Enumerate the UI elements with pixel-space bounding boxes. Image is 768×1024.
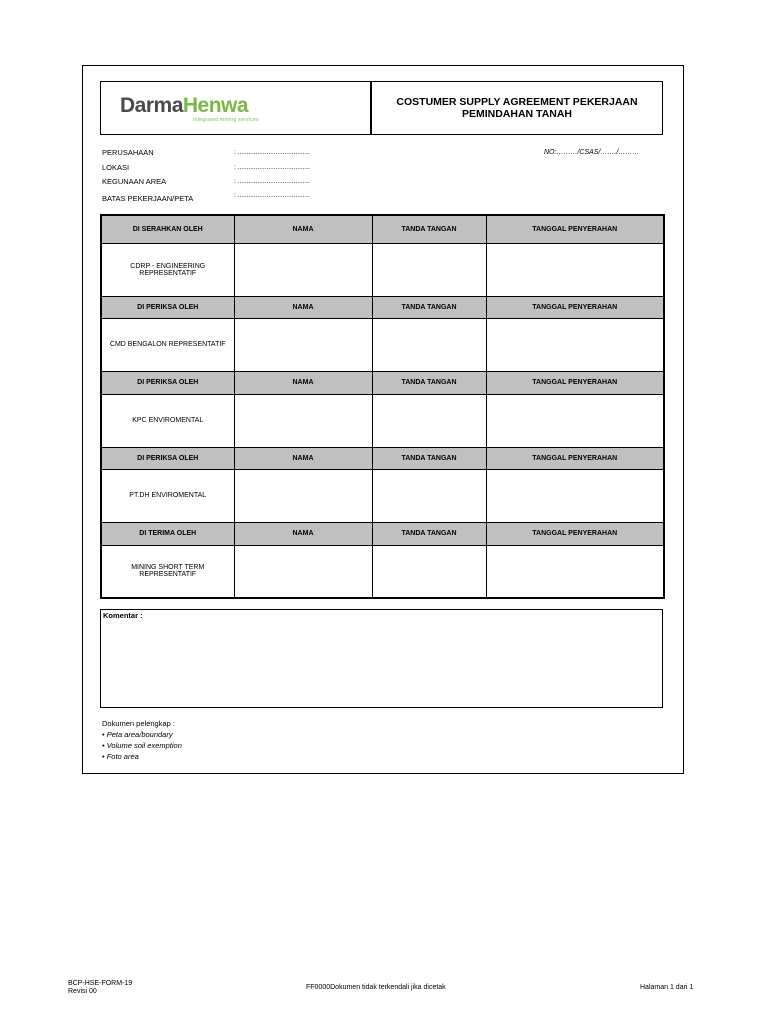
- field-value-kegunaan-area[interactable]: : ........................................: [234, 178, 310, 185]
- attachments-title: Dokumen pelengkap :: [102, 719, 175, 728]
- column-tanda-tangan: TANDA TANGAN: [372, 447, 486, 469]
- party-name: MINING SHORT TERM REPRESENTATIF: [101, 545, 234, 598]
- section-body-row: [101, 243, 664, 296]
- signature-cell[interactable]: [372, 243, 486, 296]
- column-tanggal-penyerahan: TANGGAL PENYERAHAN: [486, 296, 664, 318]
- signature-cell[interactable]: [372, 394, 486, 447]
- footer-form-code: [68, 980, 132, 996]
- form-code: BCP-HSE-FORM-19: [68, 980, 133, 987]
- field-value-lokasi[interactable]: : ........................................: [234, 164, 310, 171]
- field-value-perusahaan[interactable]: : ........................................: [234, 149, 310, 156]
- date-cell[interactable]: [486, 318, 664, 371]
- party-name: CDRP - ENGINEERING REPRESENTATIF: [101, 243, 234, 296]
- field-label-kegunaan-area: KEGUNAAN AREA: [102, 177, 167, 186]
- footer-notice: FF0000Dokumen tidak terkendali jika dicetak: [306, 984, 446, 991]
- section-header-row: [101, 215, 664, 243]
- signature-cell[interactable]: [372, 545, 486, 598]
- nama-cell[interactable]: [234, 394, 372, 447]
- attachment-item: • Foto area: [102, 752, 139, 761]
- field-label-perusahaan: PERUSAHAAN: [102, 148, 154, 157]
- role-label: DI SERAHKAN OLEH: [101, 215, 234, 243]
- signature-cell[interactable]: [372, 318, 486, 371]
- logo-tagline: integrated mining services: [193, 117, 259, 123]
- section-header-row: [101, 371, 664, 394]
- role-label: DI TERIMA OLEH: [101, 522, 234, 545]
- party-name: KPC ENVIROMENTAL: [101, 394, 234, 447]
- comment-label: Komentar :: [103, 611, 143, 620]
- column-tanggal-penyerahan: TANGGAL PENYERAHAN: [486, 447, 664, 469]
- signature-cell[interactable]: [372, 469, 486, 522]
- company-logo: [101, 82, 372, 134]
- logo-wordmark: DarmaHenwa: [120, 94, 249, 117]
- page-number: Halaman 1 dari 1: [640, 984, 694, 991]
- section-header-row: [101, 447, 664, 469]
- column-tanda-tangan: TANDA TANGAN: [372, 522, 486, 545]
- column-tanggal-penyerahan: TANGGAL PENYERAHAN: [486, 522, 664, 545]
- column-nama: NAMA: [234, 447, 372, 469]
- column-tanggal-penyerahan: TANGGAL PENYERAHAN: [486, 215, 664, 243]
- date-cell[interactable]: [486, 394, 664, 447]
- revision-label: Revisi 00: [68, 988, 97, 995]
- nama-cell[interactable]: [234, 243, 372, 296]
- form-title: [372, 82, 662, 134]
- section-header-row: [101, 522, 664, 545]
- column-nama: NAMA: [234, 522, 372, 545]
- field-label-batas-pekerjaan: BATAS PEKERJAAN/PETA: [102, 194, 194, 203]
- date-cell[interactable]: [486, 545, 664, 598]
- column-tanda-tangan: TANDA TANGAN: [372, 215, 486, 243]
- attachment-item: • Volume soil exemption: [102, 741, 182, 750]
- party-name: PT.DH ENVIROMENTAL: [101, 469, 234, 522]
- section-body-row: [101, 318, 664, 371]
- role-label: DI PERIKSA OLEH: [101, 447, 234, 469]
- party-name: CMD BENGALON REPRESENTATIF: [101, 318, 234, 371]
- nama-cell[interactable]: [234, 469, 372, 522]
- section-body-row: [101, 545, 664, 598]
- column-nama: NAMA: [234, 371, 372, 394]
- column-nama: NAMA: [234, 296, 372, 318]
- date-cell[interactable]: [486, 243, 664, 296]
- form-title-line-2: PEMINDAHAN TANAH: [461, 108, 573, 120]
- signature-table: [100, 214, 665, 599]
- role-label: DI PERIKSA OLEH: [101, 371, 234, 394]
- section-header-row: [101, 296, 664, 318]
- form-header: [100, 81, 663, 135]
- document-number: NO:………/CSAS/……./………: [544, 149, 640, 156]
- attachment-item: • Peta area/boundary: [102, 730, 173, 739]
- column-tanda-tangan: TANDA TANGAN: [372, 371, 486, 394]
- column-tanda-tangan: TANDA TANGAN: [372, 296, 486, 318]
- nama-cell[interactable]: [234, 545, 372, 598]
- section-body-row: [101, 394, 664, 447]
- column-nama: NAMA: [234, 215, 372, 243]
- date-cell[interactable]: [486, 469, 664, 522]
- field-label-lokasi: LOKASI: [102, 163, 130, 172]
- form-title-line-1: COSTUMER SUPPLY AGREEMENT PEKERJAAN: [396, 96, 638, 108]
- column-tanggal-penyerahan: TANGGAL PENYERAHAN: [486, 371, 664, 394]
- nama-cell[interactable]: [234, 318, 372, 371]
- field-value-batas-pekerjaan[interactable]: : ........................................: [234, 192, 310, 199]
- comment-box[interactable]: [100, 609, 663, 708]
- role-label: DI PERIKSA OLEH: [101, 296, 234, 318]
- section-body-row: [101, 469, 664, 522]
